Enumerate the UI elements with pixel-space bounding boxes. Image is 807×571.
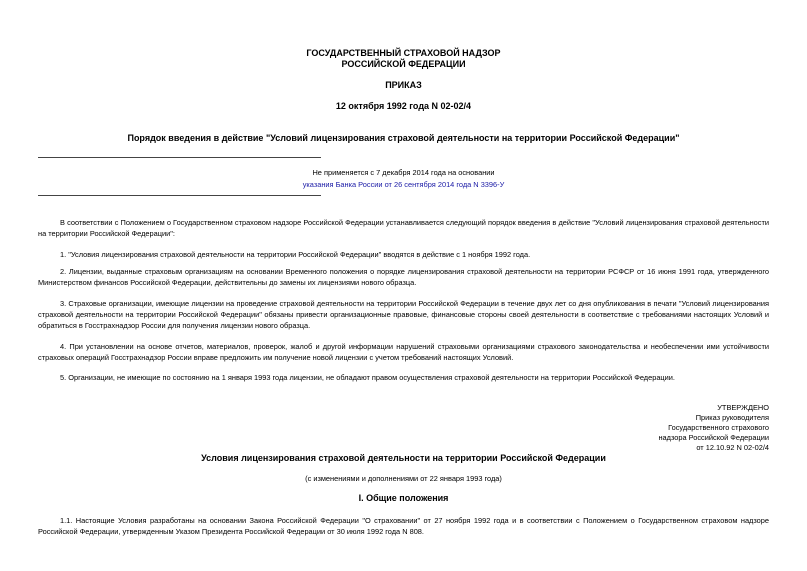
approval-line3: Государственного страхового xyxy=(668,423,769,432)
paragraph-intro-text: В соответствии с Положением о Государственном страховом надзоре Российской Федерации устанавливается следующий порядок введения в действие "Условий лицензирования страховой деятельности на территории Российской Федерации": xyxy=(38,218,769,238)
approval-line4: надзора Российской Федерации xyxy=(658,433,769,442)
paragraph-4 xyxy=(38,341,769,363)
divider-top xyxy=(38,157,321,158)
paragraph-3 xyxy=(38,298,769,331)
doc-title: Порядок введения в действие "Условий лицензирования страховой деятельности на территории Российской Федерации" xyxy=(127,133,680,143)
paragraph-intro xyxy=(38,217,769,239)
paragraph-1-1 xyxy=(38,515,769,537)
paragraph-5-text: 5. Организации, не имеющие по состоянию на 1 января 1993 года лицензии, не обладают правом осуществления страховой деятельности на территории Российской Федерации. xyxy=(60,373,675,382)
paragraph-1-text: 1. "Условия лицензирования страховой деятельности на территории Российской Федерации" вводятся в действие с 1 ноября 1992 года. xyxy=(60,250,531,259)
section-heading: I. Общие положения xyxy=(358,493,449,503)
approval-block xyxy=(658,403,769,453)
notice-link[interactable]: указания Банка России от 26 сентября 2014 года N 3396-У xyxy=(302,180,505,189)
paragraph-1 xyxy=(38,249,769,260)
doc-type: ПРИКАЗ xyxy=(385,80,422,90)
paragraph-5 xyxy=(38,372,769,383)
org-name-line1: ГОСУДАРСТВЕННЫЙ СТРАХОВОЙ НАДЗОР xyxy=(306,48,501,58)
paragraph-4-text: 4. При установлении на основе отчетов, материалов, проверок, жалоб и другой информации нарушений страховыми организациями страхового законодательства и необеспечении ими устойчивости страховых операций Госстрахнадзор России вправе предложить им получение новой лицензии с учетом требований настоящих Условий. xyxy=(38,342,769,362)
org-name-line2: РОССИЙСКОЙ ФЕДЕРАЦИИ xyxy=(341,59,466,69)
annex-subtitle: (с изменениями и дополнениями от 22 января 1993 года) xyxy=(305,474,502,483)
notice-text: Не применяется с 7 декабря 2014 года на основании xyxy=(312,168,495,177)
paragraph-2 xyxy=(38,266,769,288)
approval-line1: УТВЕРЖДЕНО xyxy=(717,403,769,412)
approval-line5: от 12.10.92 N 02-02/4 xyxy=(696,443,769,452)
paragraph-2-text: 2. Лицензии, выданные страховым организациям на основании Временного положения о порядке лицензирования страховой деятельности на территории РСФСР от 16 июня 1991 года, утвержденного Министерством финансов Российской Федерации, действительны до замены их лицензиями нового образца. xyxy=(38,267,769,287)
paragraph-1-1-text: 1.1. Настоящие Условия разработаны на основании Закона Российской Федерации "О страховании" от 27 ноября 1992 года и в соответствии с Положением о Государственном страховом надзоре Российской Федерации, утвержденным Указом Президента Российской Федерации от 30 июля 1992 года N 808. xyxy=(38,516,769,536)
paragraph-3-text: 3. Страховые организации, имеющие лицензии на проведение страховой деятельности на территории Российской Федерации в течение двух лет со дня опубликования в печати "Условий лицензирования страховой деятельности на территории Российской Федерации" обязаны привести организационные правовые, финансовые стороны своей деятельности в соответствие с требованиями настоящих Условий и обратиться в Госстрахнадзор России для получения лицензии нового образца. xyxy=(38,299,769,330)
annex-title: Условия лицензирования страховой деятельности на территории Российской Федерации xyxy=(201,453,606,463)
approval-line2: Приказ руководителя xyxy=(695,413,769,422)
doc-date-number: 12 октября 1992 года N 02-02/4 xyxy=(335,101,472,111)
divider-bottom xyxy=(38,195,321,196)
